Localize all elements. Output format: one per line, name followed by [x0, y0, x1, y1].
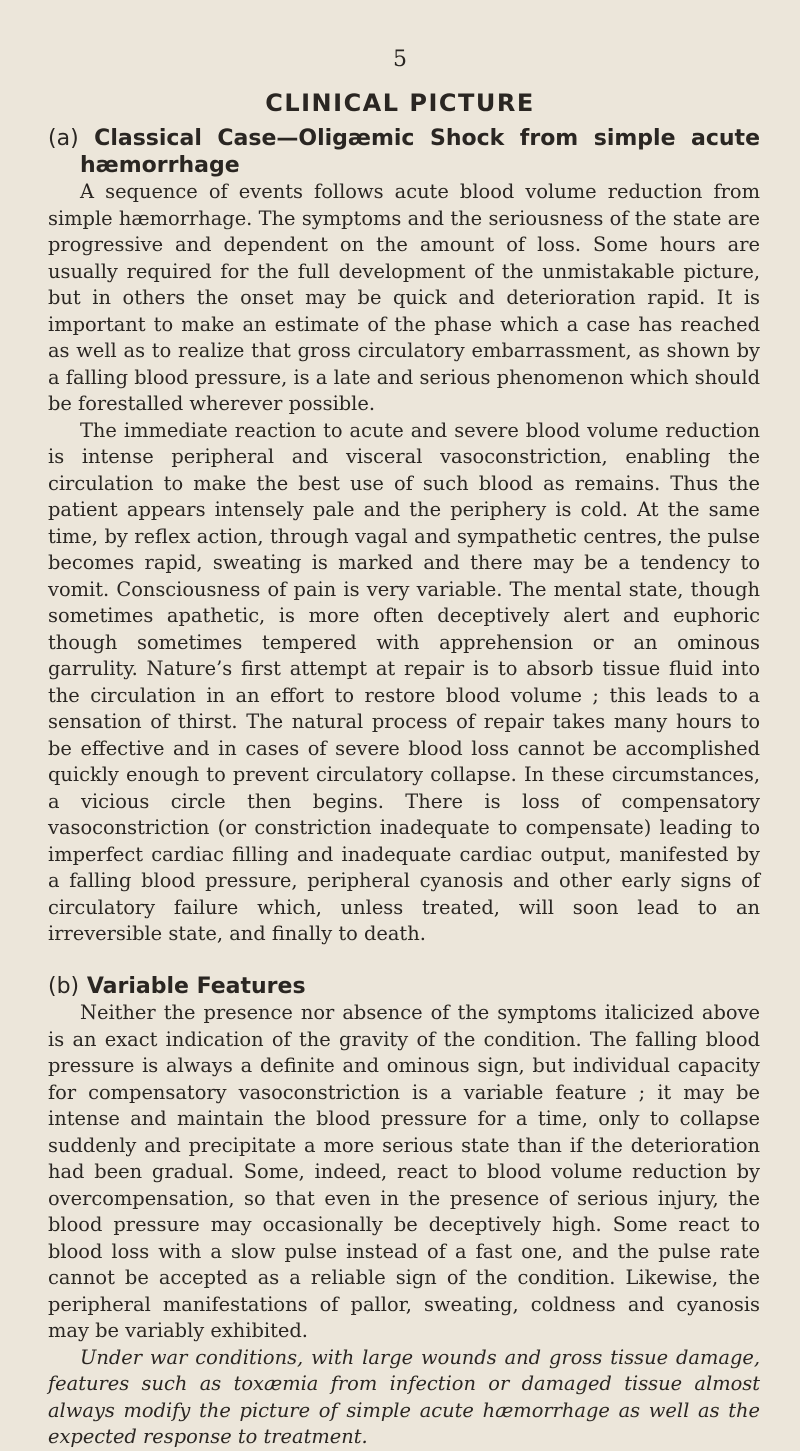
section-b-heading: [48, 974, 760, 1001]
section-a-label: (a): [48, 126, 79, 151]
page-body: [48, 126, 760, 1451]
section-b-title: Variable Features: [86, 973, 306, 999]
section-a-paragraph-2: The immediate reaction to acute and severe blood volume reduction is intense peripheral and visceral vasoconstriction, enabling the circulation to make the best use of such blood as remains. Thus the patient appears intensely pale and the periphery is cold. At the same time, by reflex action, through vagal and sympathetic centres, the pulse becomes rapid, sweating is marked and there may be a tendency to vomit. Consciousness of pain is very variable. The mental state, though sometimes apathetic, is more often deceptively alert and euphoric though sometimes tempered with apprehension or an ominous garrulity. Nature’s first attempt at repair is to absorb tissue fluid into the circulation in an effort to restore blood volume ; this leads to a sensation of thirst. The natural process of repair takes many hours to be effective and in cases of severe blood loss cannot be accomplished quickly enough to prevent circulatory collapse. In these circumstances, a vicious circle then begins. There is loss of compensatory vasoconstriction (or constriction inadequate to compensate) leading to imperfect cardiac filling and inadequate cardiac output, manifested by a falling blood pressure, peripheral cyanosis and other early signs of circulatory failure which, unless treated, will soon lead to an irreversible state, and finally to death.: [48, 418, 760, 945]
section-a-paragraph-1: A sequence of events follows acute blood volume reduction from simple hæmorrhage. The symptoms and the seriousness of the state are progressive and dependent on the amount of loss. Some hours are usually required for the full development of the unmistakable picture, but in others the onset may be quick and deterioration rapid. It is important to make an estimate of the phase which a case has reached as well as to realize that gross circulatory embarrassment, as shown by a falling blood pressure, is a late and serious phenomenon which should be forestalled wherever possible.: [48, 180, 760, 415]
chapter-title: CLINICAL PICTURE: [265, 89, 535, 117]
section-b-paragraph-1: Neither the presence nor absence of the symptoms italicized above is an exact indication of the gravity of the condition. The falling blood pressure is always a definite and ominous sign, but individual capacity for compensatory vasoconstriction is a variable feature ; it may be intense and maintain the blood pressure for a time, only to collapse suddenly and precipitate a more serious state than if the deterioration had been gradual. Some, indeed, react to blood volume reduction by overcompensation, so that even in the presence of serious injury, the blood pressure may occasionally be deceptively high. Some react to blood loss with a slow pulse instead of a fast one, and the pulse rate cannot be accepted as a reliable sign of the condition. Likewise, the peripheral manifestations of pallor, sweating, coldness and cyanosis may be variably exhibited.: [48, 1001, 760, 1342]
section-a-title: Classical Case—Oligæmic Shock from simple acute hæmorrhage: [80, 126, 760, 178]
section-gap: [48, 948, 760, 974]
page-number: 5: [393, 47, 407, 72]
section-b-label: (b): [48, 973, 80, 999]
section-b-paragraph-2: Under war conditions, with large wounds and gross tissue damage, features such as toxæmia from infection or damaged tissue almost always modify the picture of simple acute hæmorrhage as well as the expected response to treatment.: [48, 1345, 760, 1448]
section-a-heading: [48, 126, 760, 179]
